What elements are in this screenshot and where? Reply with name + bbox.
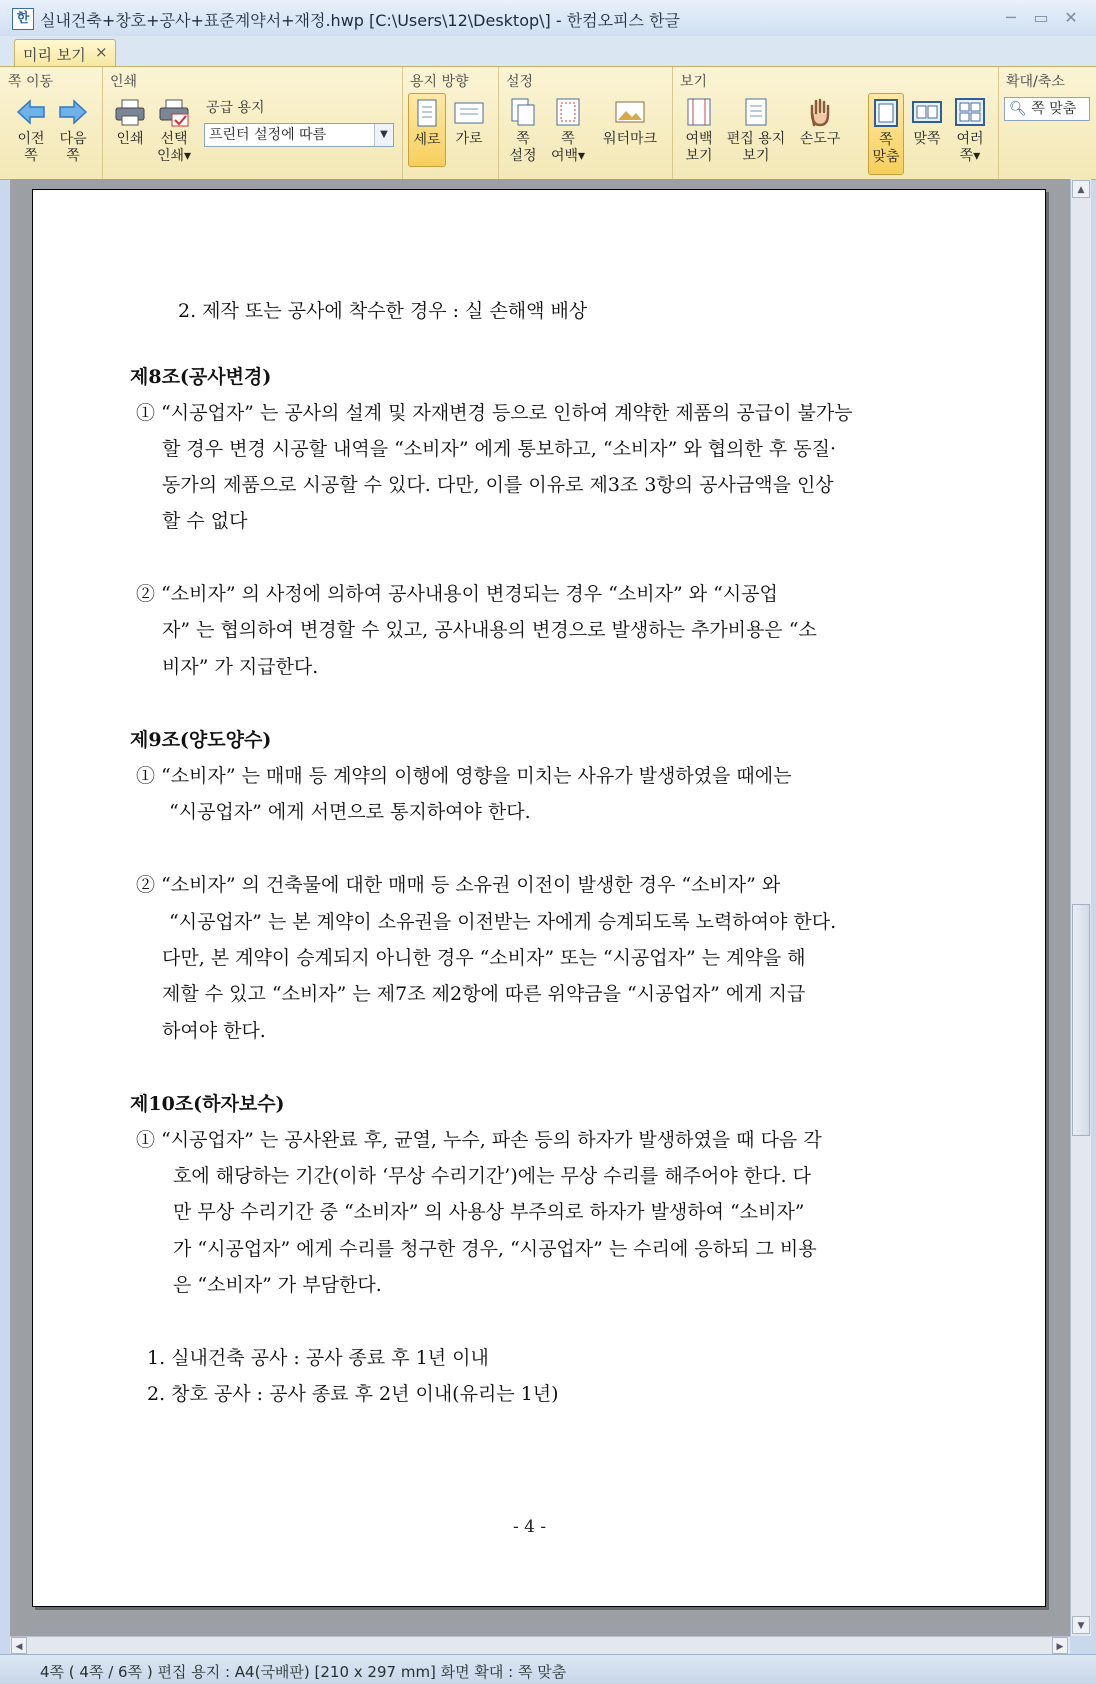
zoom-value: 쪽 맞춤 bbox=[1031, 101, 1077, 117]
scroll-up-icon[interactable]: ▲ bbox=[1072, 180, 1090, 198]
group-print bbox=[102, 67, 403, 179]
page-margin-button[interactable] bbox=[544, 97, 592, 165]
watermark-icon bbox=[613, 97, 647, 127]
scroll-down-icon[interactable]: ▼ bbox=[1072, 1616, 1090, 1634]
tab-preview[interactable] bbox=[14, 39, 116, 67]
multi-pages-icon bbox=[954, 97, 986, 127]
landscape-label: 가로 bbox=[455, 131, 483, 147]
document-page bbox=[32, 189, 1046, 1607]
doc-line: “시공업자” 에게 서면으로 통지하여야 한다. bbox=[169, 801, 531, 823]
paper-select[interactable] bbox=[204, 123, 394, 147]
scroll-thumb[interactable] bbox=[1072, 904, 1090, 1136]
status-bar bbox=[0, 1654, 1096, 1684]
doc-line: ② “소비자” 의 사정에 의하여 공사내용이 변경되는 경우 “소비자” 와 “시공업 bbox=[136, 583, 778, 605]
next-page-label: 다음 쪽 bbox=[59, 131, 87, 164]
arrow-left-icon bbox=[14, 97, 48, 127]
page-margin-label: 쪽 여백▾ bbox=[550, 131, 586, 164]
select-print-label: 선택 인쇄▾ bbox=[156, 131, 192, 164]
page-margin-icon bbox=[553, 97, 583, 127]
doc-line: 2. 제작 또는 공사에 착수한 경우 : 실 손해액 배상 bbox=[178, 300, 588, 322]
preview-workspace[interactable] bbox=[10, 179, 1070, 1636]
landscape-page-icon bbox=[452, 97, 486, 127]
portrait-button[interactable] bbox=[408, 93, 446, 167]
multi-pages-button[interactable] bbox=[950, 97, 990, 165]
doc-line: ① “시공업자” 는 공사완료 후, 균열, 누수, 파손 등의 하자가 발생하였을 때 다음 각 bbox=[136, 1129, 822, 1151]
portrait-label: 세로 bbox=[413, 132, 441, 148]
page-setup-button[interactable] bbox=[504, 97, 542, 165]
scroll-right-icon[interactable]: ▶ bbox=[1052, 1637, 1068, 1654]
watermark-label: 워터마크 bbox=[602, 131, 658, 147]
page-setup-icon bbox=[508, 97, 538, 127]
group-view bbox=[672, 67, 999, 179]
doc-line: ① “시공업자” 는 공사의 설계 및 자재변경 등으로 인하여 계약한 제품의 공급이 불가능 bbox=[136, 402, 853, 424]
facing-pages-button[interactable] bbox=[908, 97, 946, 148]
group-zoom-label: 확대/축소 bbox=[1006, 74, 1065, 90]
status-text: 4쪽 ( 4쪽 / 6쪽 ) 편집 용지 : A4(국배판) [210 x 297 mm] 화면 확대 : 쪽 맞춤 bbox=[40, 1663, 567, 1681]
doc-line: 가 “시공업자” 에게 수리를 청구한 경우, “시공업자” 는 수리에 응하되 그 비용 bbox=[173, 1238, 817, 1260]
window-title: 실내건축+창호+공사+표준계약서+재정.hwp [C:\Users\12\Desktop\] - 한컴오피스 한글 bbox=[40, 11, 681, 30]
chevron-down-icon[interactable]: ▼ bbox=[374, 124, 393, 146]
select-print-button[interactable] bbox=[152, 97, 196, 165]
doc-line: 동가의 제품으로 시공할 수 있다. 다만, 이를 이유로 제3조 3항의 공사금액을 인상 bbox=[162, 474, 834, 496]
minimize-icon[interactable]: ─ bbox=[1006, 8, 1016, 27]
group-view-label: 보기 bbox=[680, 74, 708, 90]
arrow-right-icon bbox=[56, 97, 90, 127]
prev-page-label: 이전 쪽 bbox=[17, 131, 45, 164]
doc-line: 호에 해당하는 기간(이하 ‘무상 수리기간’)에는 무상 수리를 해주어야 한다. 다 bbox=[173, 1165, 811, 1187]
hwp-app-icon[interactable]: 한 bbox=[12, 8, 34, 30]
article-heading: 제9조(양도양수) bbox=[130, 729, 272, 751]
group-orientation bbox=[402, 67, 499, 179]
doc-line: 은 “소비자” 가 부담한다. bbox=[173, 1274, 382, 1296]
hand-tool-label: 손도구 bbox=[799, 131, 841, 147]
facing-pages-icon bbox=[911, 97, 943, 127]
doc-line: 1. 실내건축 공사 : 공사 종료 후 1년 이내 bbox=[147, 1347, 489, 1369]
printer-icon bbox=[113, 97, 147, 127]
tab-preview-label: 미리 보기 bbox=[23, 46, 86, 64]
group-orientation-label: 용지 방향 bbox=[410, 74, 469, 90]
multi-pages-label: 여러 쪽▾ bbox=[956, 131, 984, 164]
doc-line: ② “소비자” 의 건축물에 대한 매매 등 소유권 이전이 발생한 경우 “소비자” 와 bbox=[136, 874, 781, 896]
edit-paper-view-button[interactable] bbox=[722, 97, 790, 165]
select-print-icon bbox=[157, 97, 191, 127]
prev-page-button[interactable] bbox=[12, 97, 50, 165]
close-icon[interactable]: ✕ bbox=[1064, 8, 1078, 27]
doc-line: 다만, 본 계약이 승계되지 아니한 경우 “소비자” 또는 “시공업자” 는 계약을 해 bbox=[162, 947, 806, 969]
doc-line: 만 무상 수리기간 중 “소비자” 의 사용상 부주의로 하자가 발생하여 “소비자” bbox=[173, 1201, 805, 1223]
facing-pages-label: 맞쪽 bbox=[913, 131, 941, 147]
restore-icon[interactable]: ▭ bbox=[1033, 8, 1049, 27]
fit-page-button[interactable] bbox=[868, 93, 904, 175]
doc-line: 제할 수 있고 “소비자” 는 제7조 제2항에 따른 위약금을 “시공업자” 에게 지급 bbox=[162, 983, 806, 1005]
zoom-input[interactable] bbox=[1004, 97, 1090, 121]
landscape-button[interactable] bbox=[450, 97, 488, 148]
paper-select-value: 프린터 설정에 따름 bbox=[209, 127, 327, 143]
horizontal-scrollbar[interactable] bbox=[10, 1636, 1070, 1655]
print-button[interactable] bbox=[110, 97, 150, 148]
page-setup-label: 쪽 설정 bbox=[509, 131, 537, 164]
doc-line: 2. 창호 공사 : 공사 종료 후 2년 이내(유리는 1년) bbox=[147, 1383, 559, 1405]
paper-label: 공급 용지 bbox=[206, 100, 265, 116]
search-icon: 🔍︎ bbox=[1009, 101, 1027, 117]
article-heading: 제8조(공사변경) bbox=[130, 366, 272, 388]
hand-tool-icon bbox=[805, 97, 835, 127]
article-heading: 제10조(하자보수) bbox=[130, 1093, 285, 1115]
page-number: - 4 - bbox=[513, 1517, 547, 1537]
next-page-button[interactable] bbox=[54, 97, 92, 165]
tab-close-icon[interactable]: × bbox=[95, 43, 108, 61]
tab-row bbox=[0, 36, 1096, 66]
title-bar bbox=[0, 0, 1096, 37]
doc-line: ① “소비자” 는 매매 등 계약의 이행에 영향을 미치는 사유가 발생하였을 때에는 bbox=[136, 765, 792, 787]
hand-tool-button[interactable] bbox=[794, 97, 846, 148]
group-zoom bbox=[998, 67, 1096, 179]
doc-line: 할 수 없다 bbox=[162, 510, 248, 532]
scroll-left-icon[interactable]: ◀ bbox=[11, 1637, 27, 1654]
watermark-button[interactable] bbox=[596, 97, 664, 148]
edit-paper-view-label: 편집 용지 보기 bbox=[726, 131, 786, 164]
group-settings-label: 설정 bbox=[506, 74, 534, 90]
margin-view-icon bbox=[684, 97, 714, 127]
margin-view-button[interactable] bbox=[680, 97, 718, 165]
fit-page-icon bbox=[872, 98, 900, 128]
group-page-move bbox=[0, 67, 103, 179]
fit-page-label: 쪽 맞춤 bbox=[872, 132, 900, 165]
group-settings bbox=[498, 67, 673, 179]
doc-line: 할 경우 변경 시공할 내역을 “소비자” 에게 통보하고, “소비자” 와 협의한 후 동질· bbox=[162, 438, 837, 460]
doc-line: “시공업자” 는 본 계약이 소유권을 이전받는 자에게 승계되도록 노력하여야 한다. bbox=[169, 911, 837, 933]
portrait-page-icon bbox=[414, 98, 440, 128]
group-print-label: 인쇄 bbox=[110, 74, 138, 90]
doc-line: 하여야 한다. bbox=[162, 1020, 266, 1042]
margin-view-label: 여백 보기 bbox=[685, 131, 713, 164]
doc-line: 비자” 가 지급한다. bbox=[162, 656, 319, 678]
edit-paper-icon bbox=[741, 97, 771, 127]
preview-ribbon bbox=[0, 66, 1096, 180]
doc-line: 자” 는 협의하여 변경할 수 있고, 공사내용의 변경으로 발생하는 추가비용은 “소 bbox=[162, 619, 817, 641]
vertical-scrollbar[interactable] bbox=[1070, 179, 1091, 1636]
group-page-move-label: 쪽 이동 bbox=[8, 74, 54, 90]
print-label: 인쇄 bbox=[116, 131, 144, 147]
